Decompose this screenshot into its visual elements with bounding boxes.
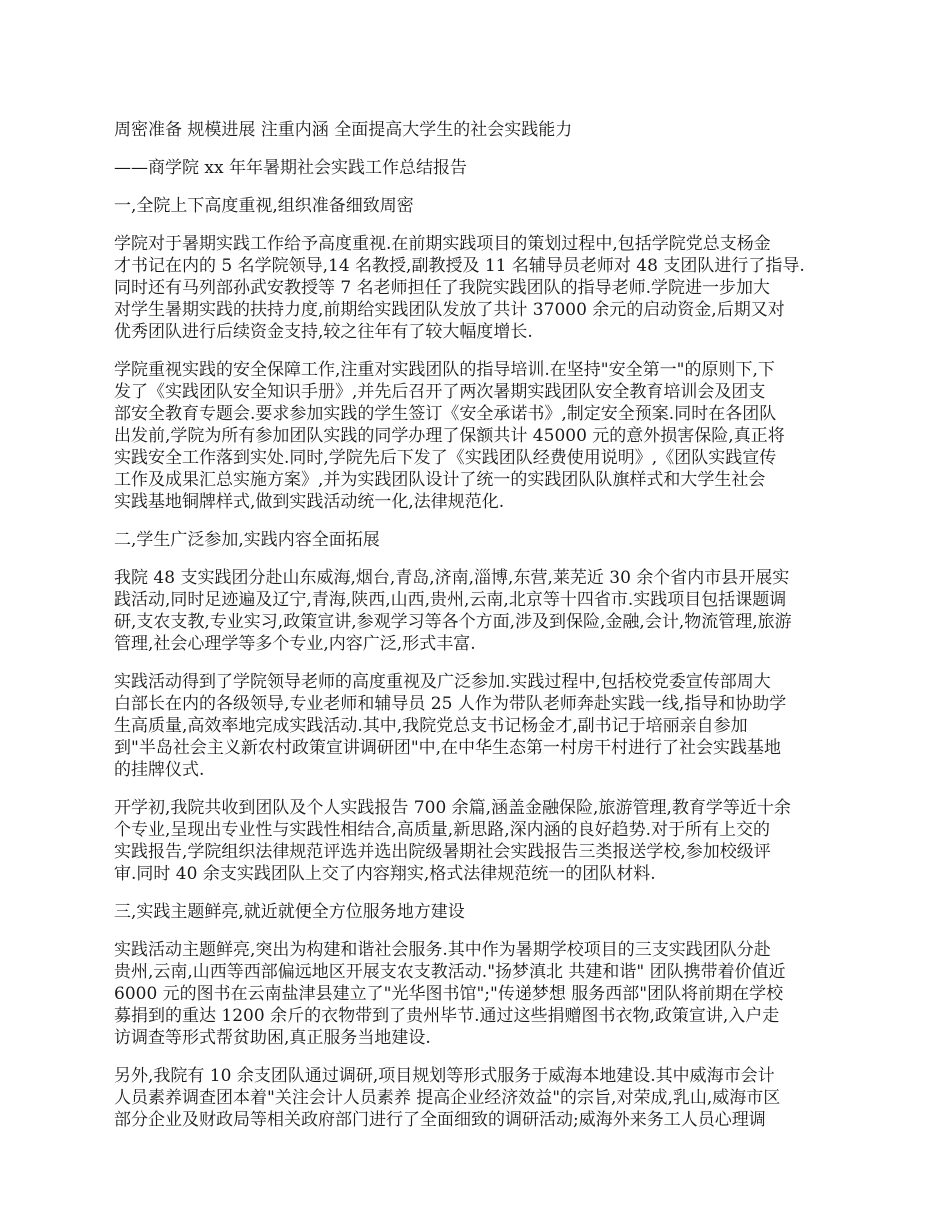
section-2-paragraph-1 — [114, 567, 834, 655]
text-line: 开学初,我院共收到团队及个人实践报告 700 余篇,涵盖金融保险,旅游管理,教育学等近十余 — [114, 798, 791, 818]
text-line: 个专业,呈现出专业性与实践性相结合,高质量,新思路,深内涵的良好趋势.对于所有上交的 — [114, 820, 771, 840]
doc-subtitle: ——商学院 xx 年年暑期社会实践工作总结报告 — [114, 158, 467, 178]
text-line: 我院 48 支实践团分赴山东威海,烟台,青岛,济南,淄博,东营,莱芜近 30 余个省内市县开展实 — [114, 568, 790, 588]
text-line: 到"半岛社会主义新农村政策宣讲调研团"中,在中华生态第一村房干村进行了社会实践基地 — [114, 738, 782, 758]
text-line: 优秀团队进行后续资金支持,较之往年有了较大幅度增长. — [114, 322, 533, 342]
text-line: 访调查等形式帮贫助困,真正服务当地建设. — [114, 1028, 431, 1048]
text-line: 6000 元的图书在云南盐津县建立了"光华图书馆";"传递梦想 服务西部"团队将前期在学校 — [114, 984, 784, 1004]
text-line: 另外,我院有 10 余支团队通过调研,项目规划等形式服务于威海本地建设.其中威海市会计 — [114, 1066, 775, 1086]
section-2-heading: 二,学生广泛参加,实践内容全面拓展 — [114, 530, 380, 550]
text-line: 才书记在内的 5 名学院领导,14 名教授,副教授及 11 名辅导员老师对 48 支团队进行了指导. — [114, 256, 805, 276]
text-line: 审.同时 40 余支实践团队上交了内容翔实,格式法律规范统一的团队材料. — [114, 864, 656, 884]
text-line: 白部长在内的各级领导,专业老师和辅导员 25 人作为带队老师奔赴实践一线,指导和协助学 — [114, 694, 787, 714]
text-line: 实践活动主题鲜亮,突出为构建和谐社会服务.其中作为暑期学校项目的三支实践团队分赴 — [114, 940, 771, 960]
text-line: 生高质量,高效率地完成实践活动.其中,我院党总支书记杨金才,副书记于培丽亲自参加 — [114, 716, 748, 736]
text-line: 学院对于暑期实践工作给予高度重视.在前期实践项目的策划过程中,包括学院党总支杨金 — [114, 234, 771, 254]
text-line: 对学生暑期实践的扶持力度,前期给实践团队发放了共计 37000 余元的启动资金,后期又对 — [114, 300, 785, 320]
text-line: 工作及成果汇总实施方案》,并为实践团队设计了统一的实践团队队旗样式和大学生社会 — [114, 470, 766, 490]
text-line: 人员素养调查团本着"关注会计人员素养 提高企业经济效益"的宗旨,对荣成,乳山,威海市区 — [114, 1088, 781, 1108]
text-line: 的挂牌仪式. — [114, 760, 205, 780]
text-line: 实践基地铜牌样式,做到实践活动统一化,法律规范化. — [114, 492, 505, 512]
text-line: 部安全教育专题会.要求参加实践的学生签订《安全承诺书》,制定安全预案.同时在各团队 — [114, 404, 777, 424]
text-line: 研,支农支教,专业实习,政策宣讲,参观学习等各个方面,涉及到保险,金融,会计,物流管理,旅游 — [114, 612, 792, 632]
text-line: 管理,社会心理学等多个专业,内容广泛,形式丰富. — [114, 634, 476, 654]
text-line: 部分企业及财政局等相关政府部门进行了全面细致的调研活动;威海外来务工人员心理调 — [114, 1110, 766, 1130]
text-line: 实践活动得到了学院领导老师的高度重视及广泛参加.实践过程中,包括校党委宣传部周大 — [114, 672, 771, 692]
section-2-paragraph-3 — [114, 797, 834, 885]
section-3-paragraph-1 — [114, 939, 834, 1049]
section-2-paragraph-2 — [114, 671, 834, 781]
text-line: 贵州,云南,山西等西部偏远地区开展支农支教活动."扬梦滇北 共建和谐" 团队携带着价值近 — [114, 962, 786, 982]
text-line: 同时还有马列部孙武安教授等 7 名老师担任了我院实践团队的指导老师.学院进一步加大 — [114, 278, 771, 298]
text-line: 实践安全工作落到实处.同时,学院先后下发了《实践团队经费使用说明》,《团队实践宣传 — [114, 448, 777, 468]
doc-title: 周密准备 规模进展 注重内涵 全面提高大学生的社会实践能力 — [114, 120, 573, 140]
section-3-paragraph-2 — [114, 1065, 834, 1131]
text-line: 出发前,学院为所有参加团队实践的同学办理了保额共计 45000 元的意外损害保险,真正将 — [114, 426, 785, 446]
section-1-heading: 一,全院上下高度重视,组织准备细致周密 — [114, 196, 414, 216]
section-1-paragraph-1 — [114, 233, 834, 343]
text-line: 募捐到的重达 1200 余斤的衣物带到了贵州毕节.通过这些捐赠图书衣物,政策宣讲,入户走 — [114, 1006, 780, 1026]
text-line: 实践报告,学院组织法律规范评选并选出院级暑期社会实践报告三类报送学校,参加校级评 — [114, 842, 771, 862]
section-3-heading: 三,实践主题鲜亮,就近就便全方位服务地方建设 — [114, 902, 465, 922]
section-1-paragraph-2 — [114, 359, 834, 513]
text-line: 践活动,同时足迹遍及辽宁,青海,陕西,山西,贵州,云南,北京等十四省市.实践项目包括课题调 — [114, 590, 787, 610]
document-page — [114, 119, 834, 1147]
text-line: 发了《实践团队安全知识手册》,并先后召开了两次暑期实践团队安全教育培训会及团支 — [114, 382, 766, 402]
text-line: 学院重视实践的安全保障工作,注重对实践团队的指导培训.在坚持"安全第一"的原则下,下 — [114, 360, 775, 380]
